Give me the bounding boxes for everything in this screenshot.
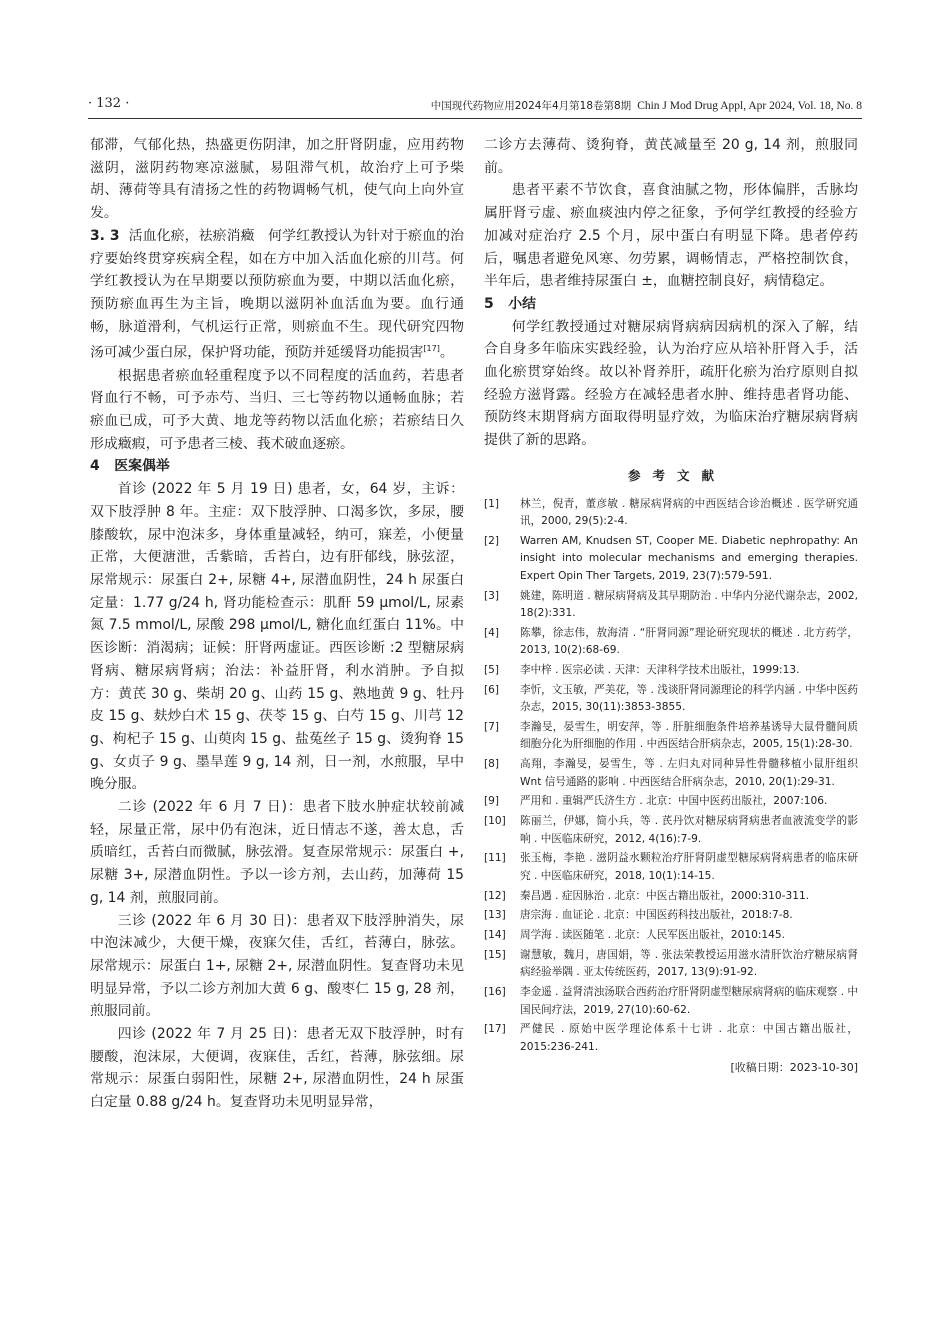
reference-item	[484, 719, 858, 754]
left-column	[90, 134, 464, 1114]
reference-item	[484, 907, 858, 924]
reference-number: [11]	[484, 852, 506, 865]
reference-item	[484, 496, 858, 531]
section-3-3-title: 活血化瘀，祛瘀消癥	[128, 227, 255, 244]
reference-text: 严用和 . 重辑严氏济生方 . 北京：中国中医药出版社，2007:106.	[520, 795, 828, 808]
reference-item	[484, 1021, 858, 1056]
reference-item	[484, 662, 858, 679]
page-number: · 132 ·	[88, 96, 130, 111]
reference-number: [12]	[484, 889, 506, 902]
reference-text: Warren AM, Knudsen ST, Cooper ME. Diabetic nephropathy: An insight into molecular mechanisms and emerging therapies. Expert Opin Ther Targets, 2019, 23(7):579-591.	[520, 535, 858, 582]
reference-text: 周学海 . 读医随笔 . 北京：人民军医出版社，2010:145.	[520, 929, 786, 942]
page-header	[88, 96, 862, 118]
reference-number: [17]	[484, 1023, 506, 1036]
reference-number: [8]	[484, 758, 500, 771]
reference-text: 陈攀，徐志伟，敖海清 . “肝肾同源”理论研究现状的概述 . 北方药学，2013, 10(2):68-69.	[520, 626, 858, 657]
paragraph-visit-3: 三诊 (2022 年 6 月 30 日)：患者双下肢浮肿消失，尿中泡沫减少，大便干燥，夜寐欠佳，舌红，苔薄白，脉弦。尿常规示：尿蛋白 1+, 尿糖 2+, 尿潜血阴性。复查肾功未见明显异常，予以二诊方剂加大黄 6 g、酸枣仁 15 g, 28 剂，煎服同前。	[90, 912, 464, 1020]
paragraph-conclusion: 何学红教授通过对糖尿病肾病病因病机的深入了解，结合自身多年临床实践经验，认为治疗应从培补肝肾入手，活血化瘀贯穿始终。故以补肾养肝，疏肝化瘀为治疗原则自拟经验方滋肾露。经验方在减轻患者水肿、维持患者肾功能、预防终末期肾病方面取得明显疗效，为临床治疗糖尿病肾病提供了新的思路。	[484, 318, 858, 449]
reference-number: [13]	[484, 909, 506, 922]
received-date: [收稿日期：2023-10-30]	[730, 1061, 858, 1075]
reference-item	[484, 793, 858, 810]
section-3-3	[90, 225, 464, 365]
reference-item	[484, 625, 858, 660]
section-5-heading	[484, 293, 858, 316]
right-column	[484, 134, 858, 1075]
paragraph-case-summary: 患者平素不节饮食，喜食油腻之物，形体偏胖，舌脉均属肝肾亏虚、瘀血痰浊内停之征象，予何学红教授的经验方加减对症治疗 2.5 个月，尿中蛋白有明显下降。患者停药后，嘱患者避免风寒、勿劳累，调畅情志，严格控制饮食，半年后，患者维持尿蛋白 ±，血糖控制良好，病情稳定。	[484, 182, 858, 290]
references-title: 参考文献	[627, 467, 726, 483]
section-3-3-number: 3. 3	[90, 227, 120, 244]
section-4-title: 医案偶举	[114, 458, 170, 475]
reference-item	[484, 947, 858, 982]
reference-item	[484, 984, 858, 1019]
journal-name-cn: 中国现代药物应用2024年4月第18卷第8期	[430, 100, 632, 112]
paragraph-visit-4-continued: 二诊方去薄荷、烫狗脊，黄芪减量至 20 g, 14 剂，煎服同前。	[484, 137, 858, 176]
section-3-3-body: 何学红教授认为针对于瘀血的治疗要始终贯穿疾病全程，如在方中加入活血化瘀的川芎。何学红教授认为在早期要以预防瘀血为要，中期以活血化瘀，预防瘀血再生为主旨，晚期以滋阴补血活血为要。血行通畅，脉道滑利，气机运行正常，则瘀血不生。现代研究四物汤可减少蛋白尿，保护肾功能，预防并延缓肾功能损害	[90, 227, 464, 361]
reference-number: [10]	[484, 815, 506, 828]
reference-text: 李瀚旻，晏雪生，明安萍，等 . 肝脏细胞条件培养基诱导大鼠骨髓间质细胞分化为肝细胞的作用 . 中西医结合肝病杂志，2005, 15(1):28-30.	[520, 721, 858, 751]
reference-text: 严健民 . 原始中医学理论体系十七讲 . 北京：中国古籍出版社，2015:236-241.	[520, 1023, 858, 1053]
reference-number: [14]	[484, 929, 506, 942]
paragraph-visit-4: 四诊 (2022 年 7 月 25 日)：患者无双下肢浮肿，时有腰酸，泡沫尿，大便调，夜寐佳，舌红，苔薄，脉弦细。尿常规示：尿蛋白弱阳性，尿糖 2+, 尿潜血阴性，24 h 尿蛋白定量 0.88 g/24 h。复查肾功未见明显异常，	[90, 1026, 464, 1111]
reference-text: 姚建，陈明道 . 糖尿病肾病及其早期防治 . 中华内分泌代谢杂志，2002, 18(2):331.	[520, 589, 858, 620]
reference-text: 李中梓 . 医宗必读 . 天津：天津科学技术出版社，1999:13.	[520, 664, 800, 677]
reference-text: 谢慧敏，魏月，唐国娟，等 . 张法荣教授运用滋水清肝饮治疗糖尿病肾病经验举隅 . 亚太传统医药，2017, 13(9):91-92.	[520, 949, 858, 979]
reference-text: 张玉梅，李艳 . 滋阴益水颗粒治疗肝肾阴虚型糖尿病肾病患者的临床研究 . 中医临床研究，2018, 10(1):14-15.	[520, 852, 858, 882]
citation-17: [17]	[423, 344, 440, 354]
reference-list	[484, 496, 858, 1056]
journal-citation	[431, 98, 862, 113]
reference-item	[484, 533, 858, 585]
reference-number: [9]	[484, 795, 500, 808]
reference-item	[484, 850, 858, 885]
reference-text: 李金遥 . 益肾清浊汤联合西药治疗肝肾阴虚型糖尿病肾病的临床观察 . 中国民间疗法，2019, 27(10):60-62.	[520, 986, 859, 1016]
reference-text: 高翔，李瀚旻，晏雪生，等 . 左归丸对同种异性骨髓移植小鼠肝组织 Wnt 信号通路的影响 . 中西医结合肝病杂志，2010, 20(1):29-31.	[520, 758, 858, 788]
section-4-heading	[90, 455, 464, 478]
reference-text: 林兰，倪青，董彦敏 . 糖尿病肾病的中西医结合诊治概述 . 医学研究通讯，2000, 29(5):2-4.	[520, 497, 858, 528]
section-3-3-end: 。	[439, 344, 454, 361]
paragraph-intro: 郁滞，气郁化热，热盛更伤阴津，加之肝肾阴虚，应用药物滋阴，滋阴药物寒凉滋腻，易阻滞气机，故治疗上可予柴胡、薄荷等具有清扬之性的药物调畅气机，使气向上向外宣发。	[90, 137, 464, 222]
reference-number: [3]	[484, 589, 500, 602]
reference-number: [1]	[484, 497, 500, 510]
reference-number: [5]	[484, 664, 500, 677]
reference-item	[484, 813, 858, 848]
reference-number: [6]	[484, 683, 500, 696]
reference-number: [2]	[484, 535, 500, 548]
paragraph-visit-1: 首诊 (2022 年 5 月 19 日) 患者，女，64 岁，主诉：双下肢浮肿 8 年。主症：双下肢浮肿、口渴多饮，多尿，腰膝酸软，尿中泡沫多，身体重量减轻，纳可，寐差，小便量正常，大便溏泄，舌紫暗，舌苔白，边有肝郁线，脉弦涩，尿常规示：尿蛋白 2+, 尿糖 4+, 尿潜血阴性，24 h 尿蛋白定量：1.77 g/24 h, 肾功能检查示：肌酐 59 μmol/L, 尿素氮 7.5 mmol/L, 尿酸 298 μmol/L, 糖化血红蛋白 11%。中医诊断：消渴病；证候：肝肾两虚证。西医诊断 :2 型糖尿病肾病、糖尿病肾病；治法：补益肝肾，利水消肿。予自拟方：黄芪 30 g、柴胡 20 g、山药 15 g、熟地黄 9 g、牡丹皮 15 g、麸炒白术 15 g、茯苓 15 g、白芍 15 g、川芎 12 g、枸杞子 15 g、山萸肉 15 g、盐菟丝子 15 g、烫狗脊 15 g、女贞子 9 g、墨旱莲 9 g, 14 剂，日一剂，水煎服，早中晚分服。	[90, 481, 464, 793]
reference-item	[484, 756, 858, 791]
paragraph-visit-2: 二诊 (2022 年 6 月 7 日)：患者下肢水肿症状较前减轻，尿量正常，尿中仍有泡沫，近日情志不遂，善太息，舌质暗红，舌苔白而微腻，脉弦滑。复查尿常规示：尿蛋白 +, 尿糖 3+, 尿潜血阴性。予以一诊方剂，去山药，加薄荷 15 g, 14 剂，煎服同前。	[90, 799, 464, 906]
reference-number: [16]	[484, 986, 506, 999]
reference-text: 陈丽兰，伊娜，简小兵，等 . 芪丹饮对糖尿病肾病患者血液流变学的影响 . 中医临床研究，2012, 4(16):7-9.	[520, 815, 858, 845]
section-5-number: 5	[484, 295, 494, 312]
reference-text: 李忻，文玉敏，严美花，等 . 浅谈肝肾同源理论的科学内涵 . 中华中医药杂志，2015, 30(11):3853-3855.	[520, 683, 859, 714]
reference-text: 唐宗海 . 血证论 . 北京：中国医药科技出版社，2018:7-8.	[520, 909, 793, 922]
reference-number: [7]	[484, 721, 500, 734]
section-5-title: 小结	[508, 295, 536, 312]
paragraph-herbs: 根据患者瘀血轻重程度予以不同程度的活血药，若患者肾血行不畅，可予赤芍、当归、三七等药物以通畅血脉；若瘀血已成，可予大黄、地龙等药物以活血化瘀；若瘀结日久形成癥瘕，可予患者三棱、莪术破血逐瘀。	[90, 367, 464, 452]
reference-number: [15]	[484, 949, 506, 962]
reference-item	[484, 588, 858, 623]
header-rule	[88, 118, 862, 119]
section-4-number: 4	[90, 458, 100, 475]
reference-item	[484, 888, 858, 905]
reference-item	[484, 927, 858, 944]
reference-item	[484, 682, 858, 717]
journal-name-en: Chin J Mod Drug Appl, Apr 2024, Vol. 18, No. 8	[637, 100, 862, 112]
reference-text: 秦昌遇 . 症因脉治 . 北京：中医古籍出版社，2000:310-311.	[520, 889, 810, 902]
reference-number: [4]	[484, 626, 500, 639]
